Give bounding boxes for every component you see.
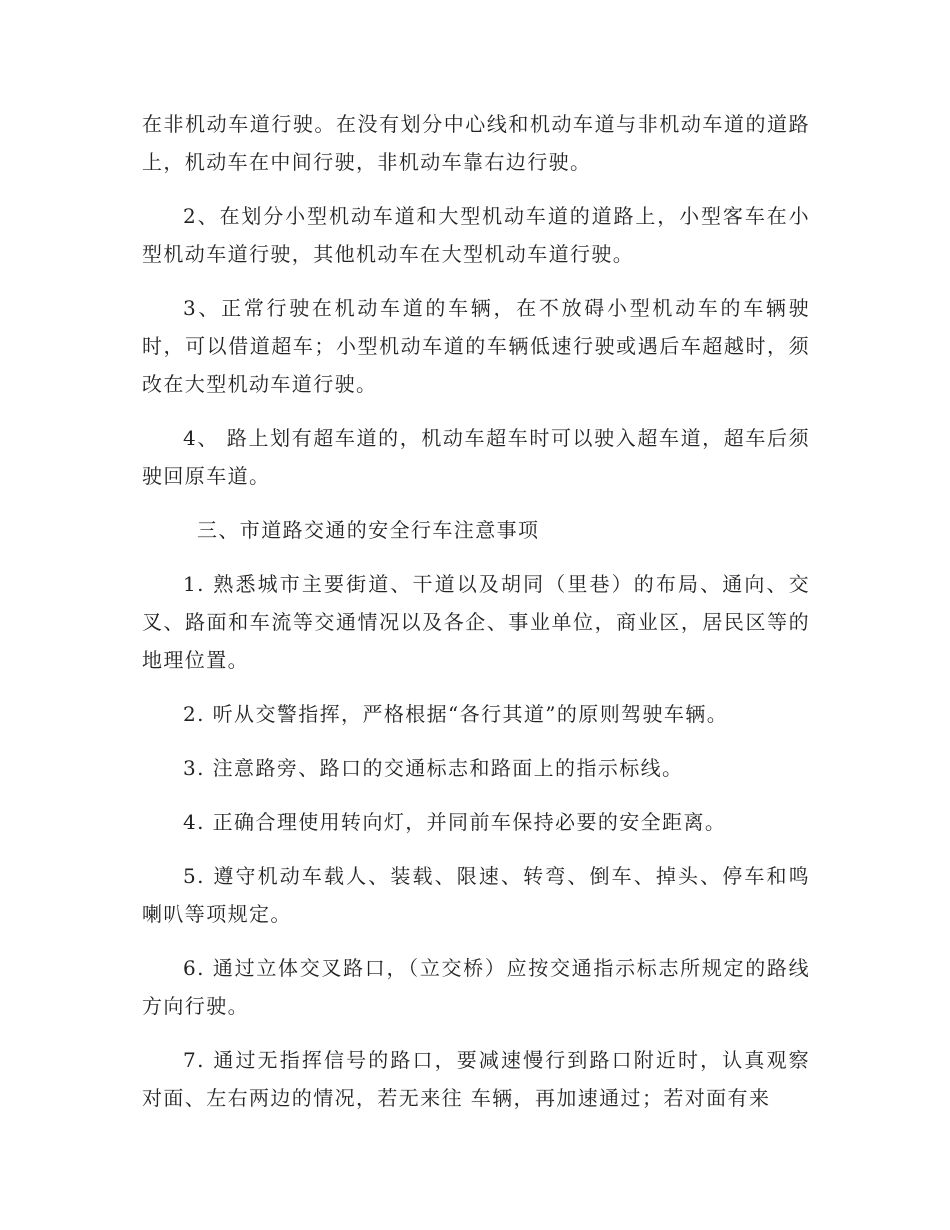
paragraph-rule-5: 5. 遵守机动车载人、装载、限速、转弯、倒车、掉头、停车和鸣喇叭等项规定。 xyxy=(142,864,810,926)
paragraph-item-3: 3、正常行驶在机动车道的车辆，在不放碍小型机动车的车辆驶时，可以借道超车；小型机动车道的车辆低速行驶或遇后车超越时，须改在大型机动车道行驶。 xyxy=(142,296,810,396)
paragraph-rule-7: 7. 通过无指挥信号的路口，要减速慢行到路口附近时，认真观察对面、左右两边的情况，若无来往 车辆，再加速通过；若对面有来 xyxy=(142,1048,810,1110)
paragraph-rule-2: 2. 听从交警指挥，严格根据“各行其道”的原则驾驶车辆。 xyxy=(183,702,729,726)
paragraph-rule-4: 4. 正确合理使用转向灯，并同前车保持必要的安全距离。 xyxy=(183,810,727,834)
paragraph-item-2: 2、在划分小型机动车道和大型机动车道的道路上，小型客车在小型机动车道行驶，其他机动车在大型机动车道行驶。 xyxy=(142,204,810,266)
paragraph-rule-3: 3. 注意路旁、路口的交通标志和路面上的指示标线。 xyxy=(183,756,684,780)
section-heading: 三、市道路交通的安全行车注意事项 xyxy=(197,518,540,542)
paragraph-rule-1: 1. 熟悉城市主要街道、干道以及胡同（里巷）的布局、通向、交叉、路面和车流等交通情况以及各企、事业单位，商业区，居民区等的地理位置。 xyxy=(142,572,810,672)
paragraph-continuation: 在非机动车道行驶。在没有划分中心线和机动车道与非机动车道的道路上，机动车在中间行驶，非机动车靠右边行驶。 xyxy=(142,112,810,174)
document-body xyxy=(142,105,810,1133)
paragraph-item-4: 4、 路上划有超车道的，机动车超车时可以驶入超车道，超车后须驶回原车道。 xyxy=(142,426,810,488)
paragraph-rule-6: 6. 通过立体交叉路口，（立交桥）应按交通指示标志所规定的路线方向行驶。 xyxy=(142,956,810,1018)
